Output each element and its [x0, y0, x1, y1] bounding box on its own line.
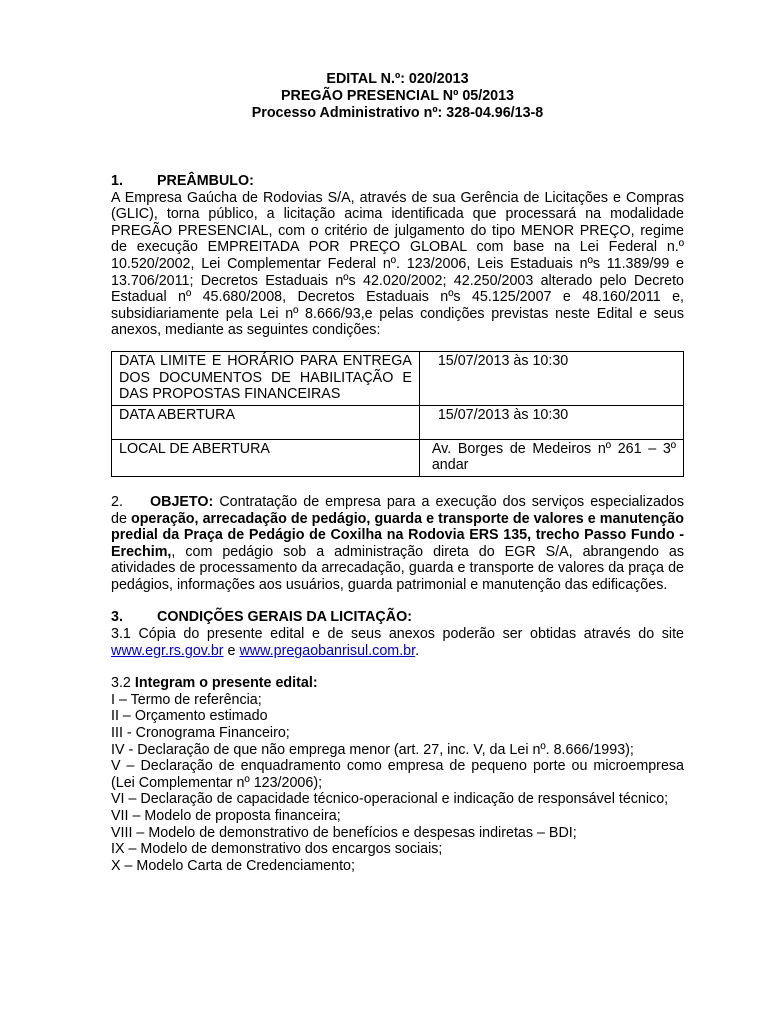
opening-date-value: 15/07/2013 às 10:30 — [419, 405, 683, 439]
item-3-2-title: Integram o presente edital: — [134, 675, 318, 692]
list-item: V – Declaração de enquadramento como empresa de pequeno porte ou microempresa (Lei Complementar nº 123/2006); — [111, 758, 684, 791]
table-row — [112, 405, 684, 439]
table-row — [112, 351, 684, 405]
pregao-number: PREGÃO PRESENCIAL Nº 05/2013 — [281, 88, 514, 104]
section-3-title — [111, 609, 684, 626]
preambulo-text: A Empresa Gaúcha de Rodovias S/A, através de sua Gerência de Licitações e Compras (GLIC), torna público, a licitação acima identificada que processará na modalidade PREGÃO PRESENCIAL, com o critério de julgamento do tipo MENOR PREÇO, regime de execução EMPREITADA POR PREÇO GLOBAL com base na Lei Federal n.º 10.520/2002, Lei Complementar Federal nº. 123/2006, Leis Estaduais nºs 11.389/99 e 13.706/2011; Decretos Estaduais nºs 42.020/2002; 42.250/2003 alterado pelo Decreto Estadual nº 45.680/2008, Decretos Estaduais nºs 45.125/2007 e 48.160/2011 e, subsidiariamente pela Lei nº 8.666/93,e pelas condições previstas neste Edital e seus anexos, mediante as seguintes condições: — [111, 189, 684, 339]
annex-list — [111, 692, 684, 875]
list-item: IX – Modelo de demonstrativo dos encargos sociais; — [111, 841, 443, 858]
list-item: II – Orçamento estimado — [111, 708, 268, 725]
egr-site-link[interactable]: www.egr.rs.gov.br — [111, 642, 224, 659]
item-3-1: 3.1 Cópia do presente edital e de seus anexos poderão ser obtidas através do site www.egr.rs.gov.br e www.pregaobanrisul.com.br. — [111, 626, 684, 659]
list-item: X – Modelo Carta de Credenciamento; — [111, 857, 355, 874]
list-item: IV - Declaração de que não emprega menor (art. 27, inc. V, da Lei nº. 8.666/1993); — [111, 741, 634, 758]
opening-date-label: DATA ABERTURA — [112, 405, 420, 439]
objeto-text-1: Contratação de empresa para a execução dos serviços especializados de — [111, 493, 684, 527]
list-item: VII – Modelo de proposta financeira; — [111, 808, 341, 824]
document-page — [111, 71, 684, 874]
list-item: VIII – Modelo de demonstrativo de benefícios e despesas indiretas – BDI; — [111, 824, 577, 841]
objeto-text-2: , com pedágio sob a administração direta do EGR S/A, abrangendo as atividades de processamento da arrecadação, guarda e transporte de valores da praça de pedágios, informações aos usuários, guarda patrimonial e manutenção das edificações. — [111, 543, 684, 593]
section-1-number: 1. — [111, 173, 123, 189]
section-2-number: 2. — [111, 493, 123, 510]
list-item: VI – Declaração de capacidade técnico-operacional e indicação de responsável técnico; — [111, 791, 669, 808]
deadline-label: DATA LIMITE E HORÁRIO PARA ENTREGA DOS DOCUMENTOS DE HABILITAÇÃO E DAS PROPOSTAS FINANCEIRAS — [112, 351, 420, 405]
pregaobanrisul-site-link[interactable]: www.pregaobanrisul.com.br — [239, 642, 416, 659]
processo-number: Processo Administrativo nº: 328-04.96/13-8 — [251, 105, 544, 121]
list-item: III - Cronograma Financeiro; — [111, 725, 290, 742]
section-2-heading: OBJETO: — [150, 493, 214, 510]
deadline-value: 15/07/2013 às 10:30 — [419, 351, 683, 405]
list-item: I – Termo de referência; — [111, 691, 262, 708]
opening-location-value: Av. Borges de Medeiros nº 261 – 3º andar — [419, 439, 683, 476]
objeto-bold-text: operação, arrecadação de pedágio, guarda e transporte de valores e manutenção predial da Praça de Pedágio de Coxilha na Rodovia ERS 135, trecho Passo Fundo - Erechim, — [111, 510, 685, 560]
document-header — [111, 71, 684, 122]
section-1-title — [111, 173, 684, 190]
section-3-heading: CONDIÇÕES GERAIS DA LICITAÇÃO: — [157, 609, 412, 626]
section-1-heading: PREÂMBULO: — [157, 173, 254, 189]
section-3-number: 3. — [111, 609, 123, 626]
table-row — [112, 439, 684, 476]
dates-table — [111, 351, 684, 477]
item-3-2: 3.2 Integram o presente edital: — [111, 675, 318, 692]
opening-location-label: LOCAL DE ABERTURA — [112, 439, 420, 476]
edital-number: EDITAL N.º: 020/2013 — [326, 71, 469, 87]
objeto-paragraph — [111, 494, 684, 594]
